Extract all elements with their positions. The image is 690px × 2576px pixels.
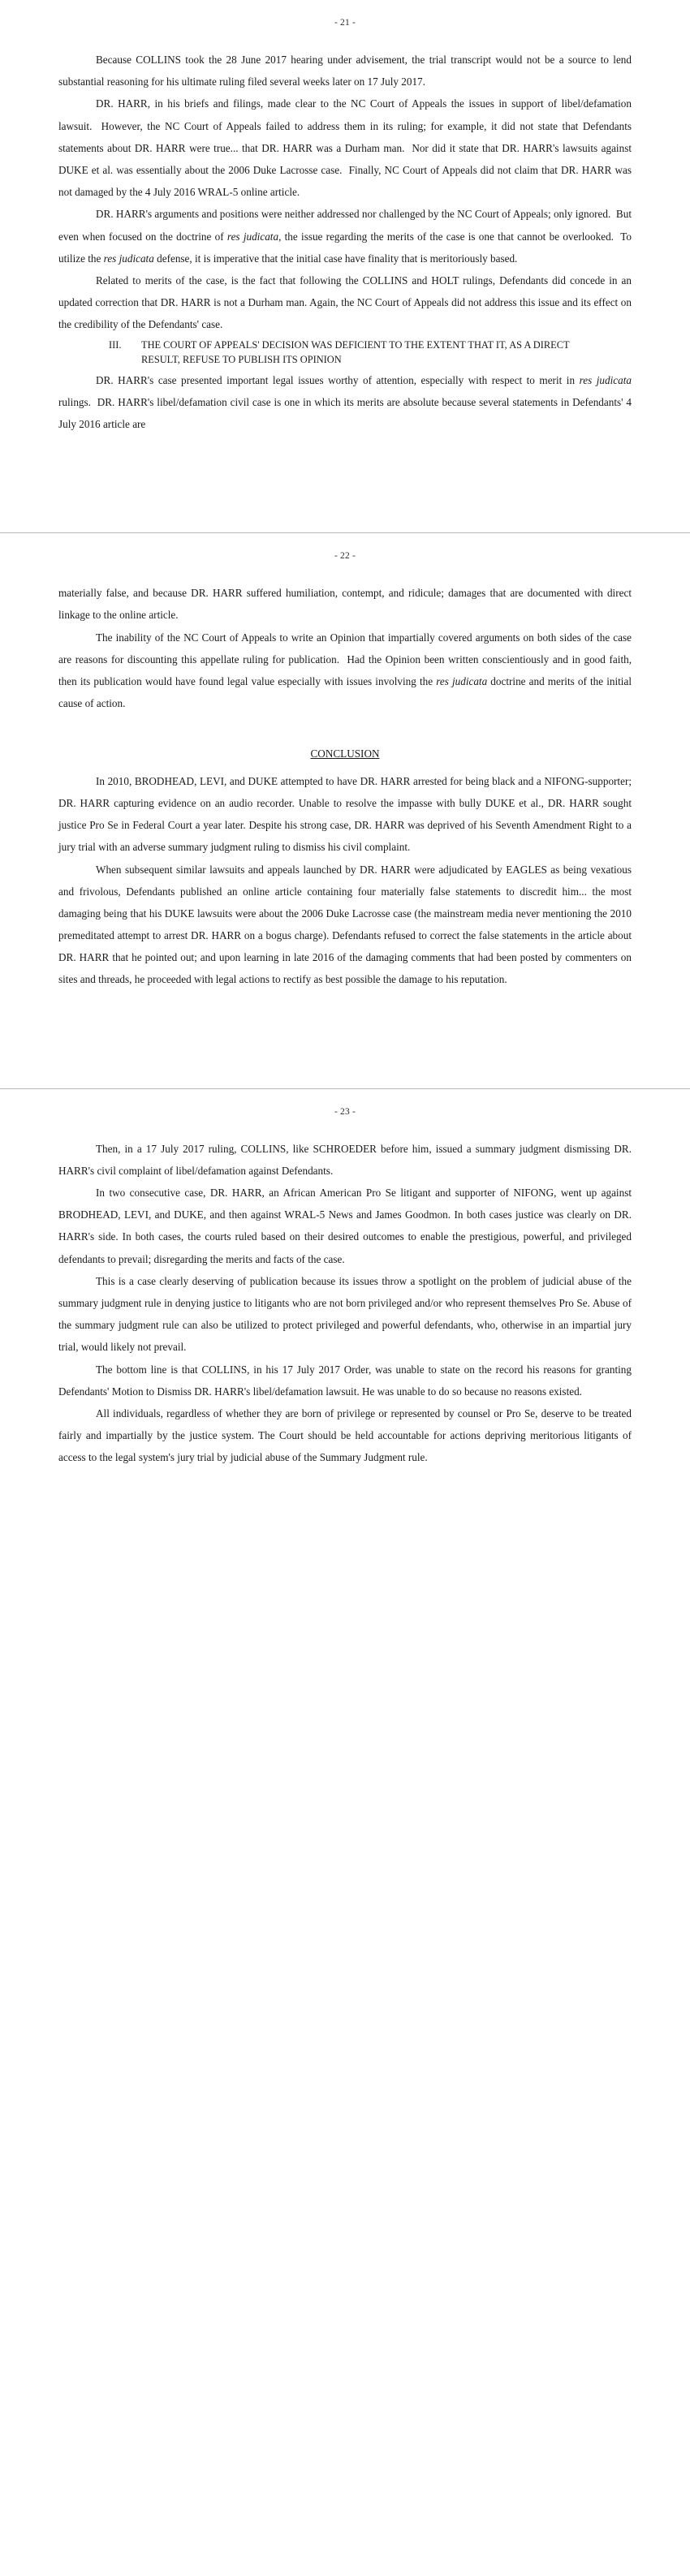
header-gap (58, 561, 632, 582)
document-page-22 (0, 533, 690, 1088)
page-number: - 21 - (334, 18, 356, 28)
paragraph (58, 93, 632, 203)
heading-text: THE COURT OF APPEALS' DECISION WAS DEFICIENT TO THE EXTENT THAT IT, AS A DIRECT RESULT, REFUSE TO PUBLISH ITS OPINION (141, 339, 570, 366)
document-page-21 (0, 0, 690, 533)
paragraph (58, 627, 632, 715)
paragraph: Because COLLINS took the 28 June 2017 hearing under advisement, the trial transcript would not be a source to lend substantial reasoning for his ultimate ruling filed several weeks later on 17 July 2017. (58, 54, 632, 88)
page-top-spacer (0, 533, 690, 551)
heading-number: III. (109, 339, 122, 351)
paragraph: When subsequent similar lawsuits and appeals launched by DR. HARR were adjudicated by EAGLES as being vexatious and frivolous, Defendants published an online article containing four materially false statements to discredit him... the most damaging being that his DUKE lawsuits were about the 2006 Duke Lacrosse case (the mainstream media never mentioning the 2010 premeditated attempt to arrest DR. HARR on a bogus charge). Defendants refused to correct the false statements in the article about DR. HARR that he pointed out; and upon learning in late 2016 of the damaging comments that had been posted by commenters on sites and threads, he proceeded with legal actions to rectify as best possible the damage to his reputation. (58, 863, 632, 986)
section-heading-iii (58, 338, 632, 367)
paragraph: In 2010, BRODHEAD, LEVI, and DUKE attempted to have DR. HARR arrested for being black and a NIFONG-supporter; DR. HARR capturing evidence on an audio recorder. Unable to resolve the impasse with bully DUKE et al., DR. HARR sought justice Pro Se in Federal Court a year later. Despite his strong case, DR. HARR was deprived of his Seventh Amendment Right to a jury trial with an adverse summary judgment ruling to dismiss his civil complaint. (58, 774, 632, 854)
paragraph (58, 203, 632, 269)
latin-term: res judicata (579, 373, 632, 386)
paragraph (58, 369, 632, 436)
paragraph: This is a case clearly deserving of publication because its issues throw a spotlight on the problem of judicial abuse of the summary judgment rule in denying justice to litigants who are not born privileged and/or who represent themselves Pro Se. Abuse of the summary judgment rule can also be utilized to protect privileged and powerful defendants, who, otherwise in an impartial jury trial, would likely not prevail. (58, 1274, 632, 1354)
header-gap (58, 28, 632, 49)
page-top-spacer (0, 0, 690, 18)
paragraph: In two consecutive case, DR. HARR, an African American Pro Se litigant and supporter of NIFONG, went up against BRODHEAD, LEVI, and DUKE, and then against WRAL-5 News and James Goodmon. In both cases justice was clearly on DR. HARR's side. In both cases, the courts ruled based on their desired outcomes to enable the prestigious, powerful, and privileged defendants to prevail; disregarding the merits and facts of the case. (58, 1187, 632, 1265)
document-page-23 (0, 1089, 690, 1518)
paragraph-text: DR. HARR, in his briefs and filings, made clear to the NC Court of Appeals the issues in support of libel/defamation lawsuit. However, the NC Court of Appeals failed to address them in its ruling; for example, it did not state that Defendants statements about DR. HARR were true... that DR. HARR was a Durham man. Nor did it state that DR. HARR's lawsuits against DUKE et al. was essentially about the 2006 Duke Lacrosse case. Finally, NC Court of Appeals did not claim that DR. HARR was not damaged by the 4 July 2016 WRAL-5 online article. (58, 97, 632, 199)
paragraph: All individuals, regardless of whether they are born of privilege or represented by counsel or Pro Se, deserve to be treated fairly and impartially by the justice system. The Court should be held accountable for actions depriving meritorious litigants of access to the legal system's jury trial by judicial abuse of the Summary Judgment rule. (58, 1406, 632, 1464)
page-number: - 22 - (334, 551, 356, 562)
paragraph: The bottom line is that COLLINS, in his 17 July 2017 Order, was unable to state on the record his reasons for granting Defendants' Motion to Dismiss DR. HARR's libel/defamation lawsuit. He was unable to do so because no reasons existed. (58, 1363, 632, 1398)
paragraph: materially false, and because DR. HARR suffered humiliation, contempt, and ridicule; damages that are documented with direct linkage to the online article. (58, 587, 632, 622)
paragraph: Related to merits of the case, is the fact that following the COLLINS and HOLT rulings, Defendants did concede in an updated correction that DR. HARR is not a Durham man. Again, the NC Court of Appeals did not address this issue and its effect on the credibility of the Defendants' case. (58, 274, 632, 331)
page-bottom-spacer (58, 1468, 632, 1517)
page-bottom-spacer (58, 435, 632, 532)
page-top-spacer (0, 1089, 690, 1107)
latin-term: res judicata (103, 252, 154, 265)
paragraph: Then, in a 17 July 2017 ruling, COLLINS, like SCHROEDER before him, issued a summary judgment dismissing DR. HARR's civil complaint of libel/defamation against Defendants. (58, 1142, 632, 1177)
latin-term: res judicata (226, 230, 279, 243)
latin-term: res judicata (436, 674, 488, 687)
header-gap (58, 1117, 632, 1138)
paragraph-text: The inability of the NC Court of Appeals to write an Opinion that impartially covered arguments on both sides of the case are reasons for discounting this appellate ruling for publication. Had the Opinion been written conscientiously and in good faith, then its publication would have found legal value especially with issues involving the res judicata doctrine and merits of the initial cause of action. (58, 631, 632, 710)
conclusion-heading: CONCLUSION (310, 747, 380, 760)
paragraph-text: DR. HARR's arguments and positions were neither addressed nor challenged by the NC Court of Appeals; only ignored. But even when focused on the doctrine of res judicata, the issue regarding the merits of the case is one that cannot be overlooked. To utilize the res judicata defense, it is imperative that the initial case have finality that is meritoriously based. (58, 208, 632, 265)
page-number: - 23 - (334, 1106, 356, 1117)
paragraph-text: DR. HARR's case presented important legal issues worthy of attention, especially with respect to merit in res judicata rulings. DR. HARR's libel/defamation civil case is one in which its merits are absolute because several statements in Defendants' 4 July 2016 article are (58, 373, 632, 431)
page-bottom-spacer (58, 991, 632, 1088)
conclusion-gap (58, 714, 632, 735)
